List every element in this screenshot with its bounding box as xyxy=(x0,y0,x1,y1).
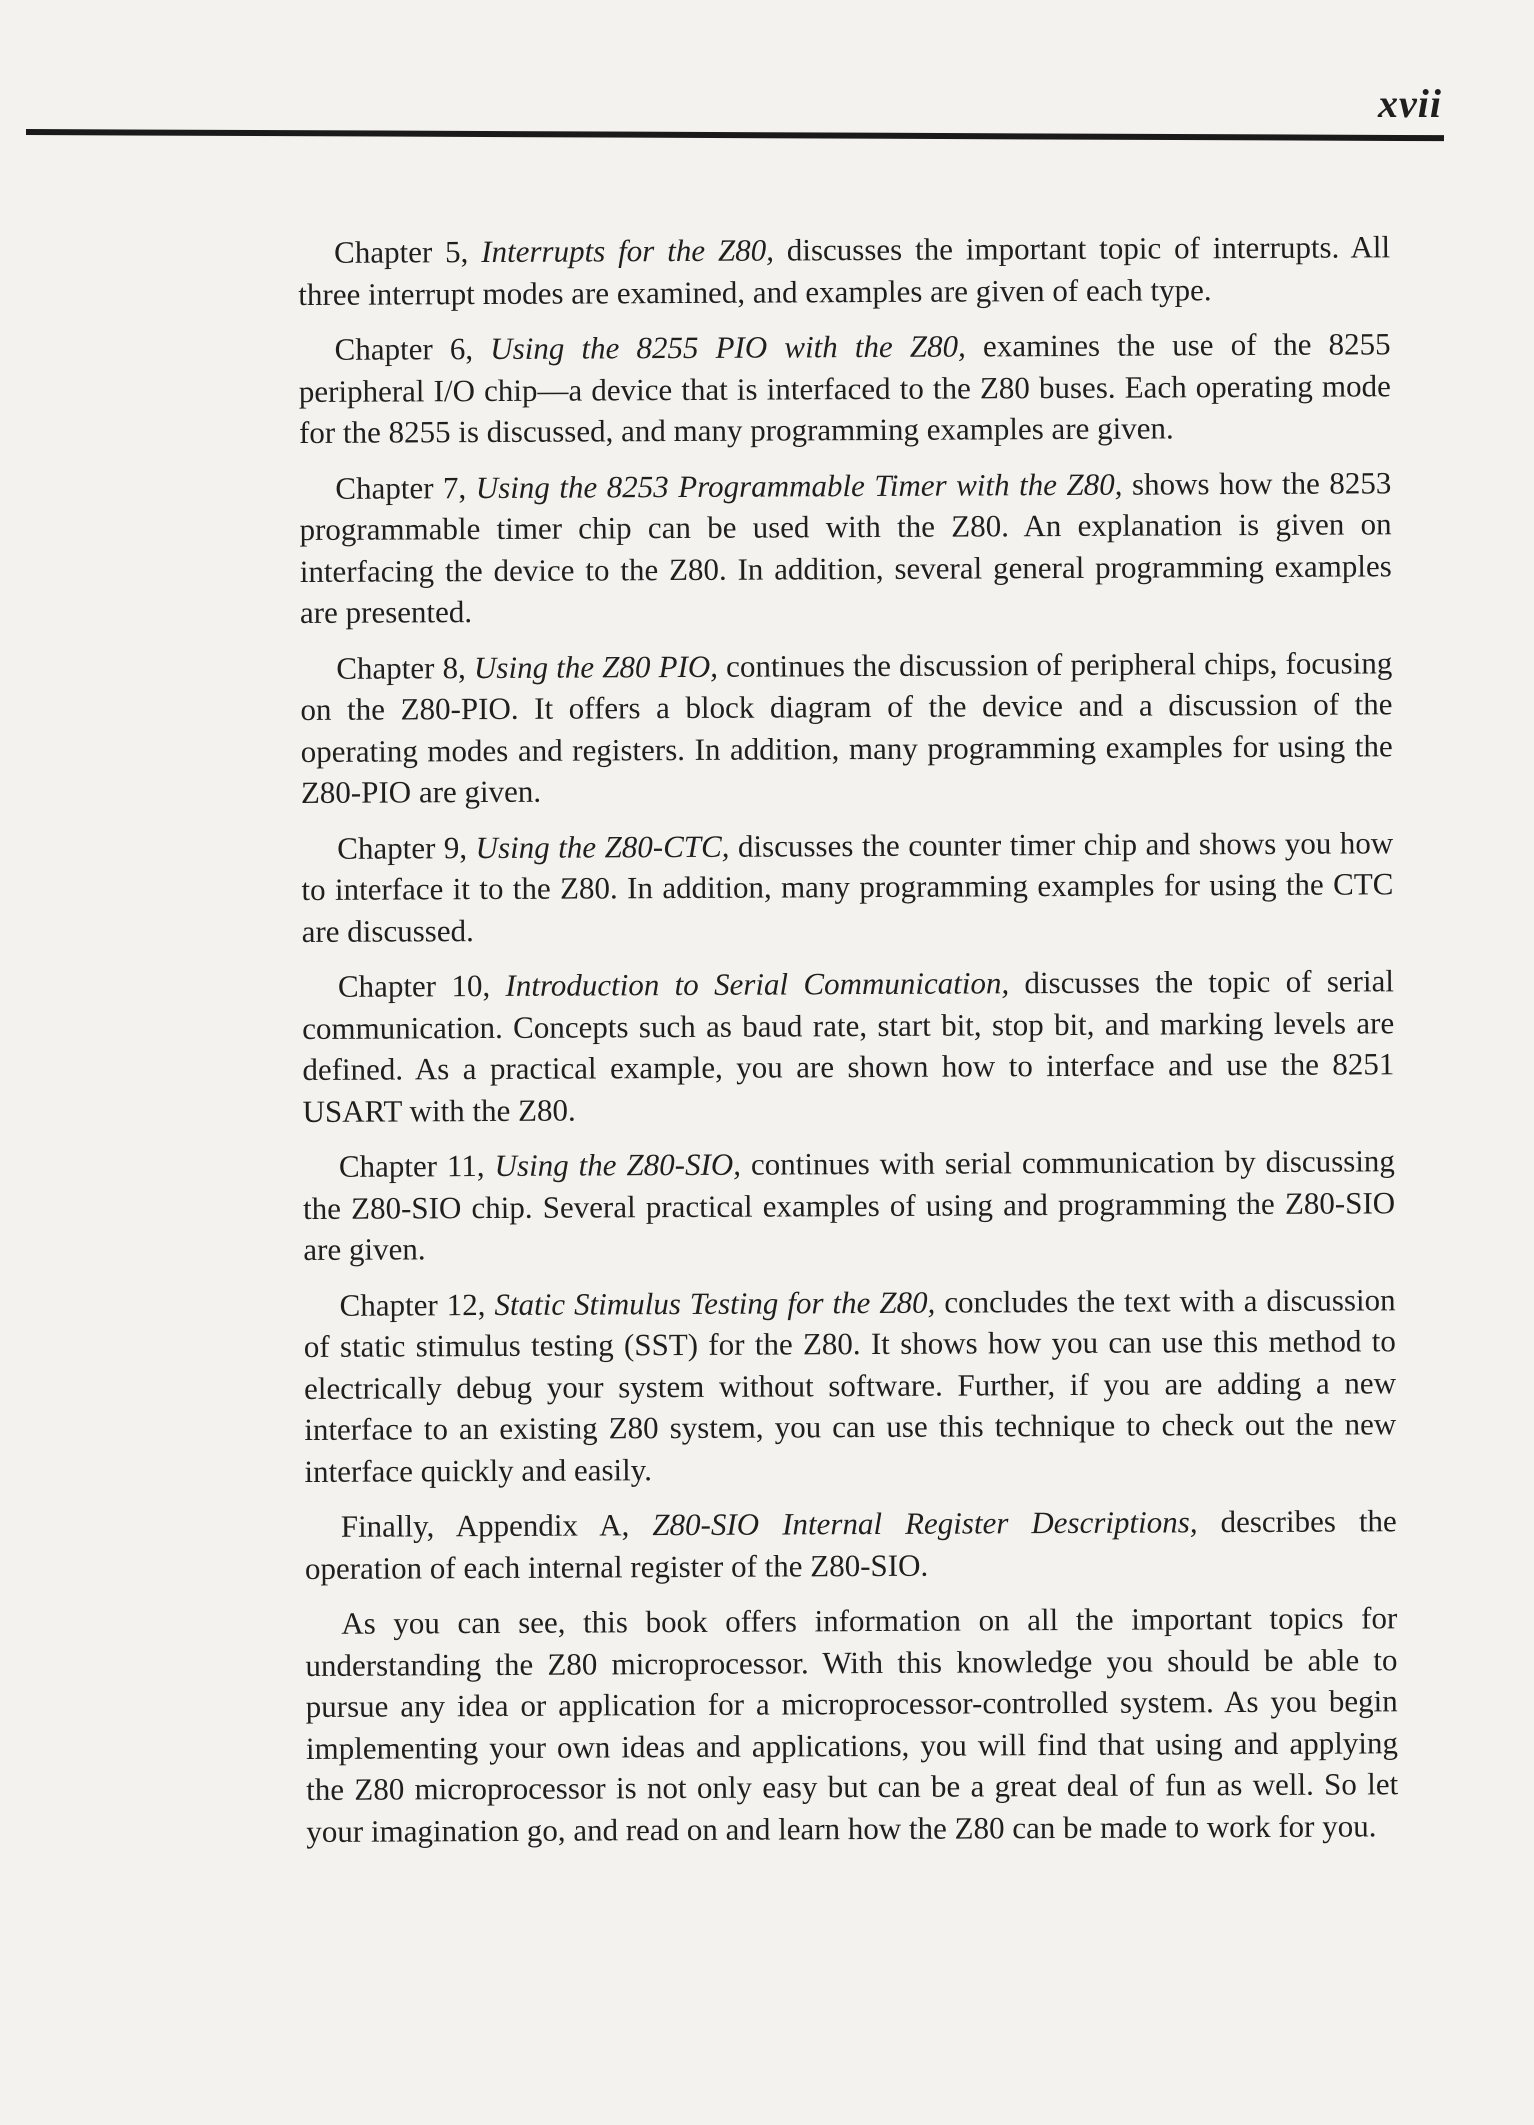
paragraph-text: shows how the 8253 programmable timer chip can be used with the Z80. An explanation is given on interfacing the device to the Z80. In addition, several general programming examples are presented. xyxy=(299,464,1392,630)
paragraph-chapter-10 xyxy=(302,960,1395,1132)
paragraph-text: continues with serial communication by discussing the Z80-SIO chip. Several practical examples of using and programming the Z80-SIO are given. xyxy=(303,1143,1396,1267)
paragraph-text: As you can see, this book offers information on all the important topics for understanding the Z80 microprocessor. With this knowledge you should be able to pursue any idea or application for a microprocessor-controlled system. As you begin implementing your own ideas and applications, you will find that using and applying the Z80 microprocessor is not only easy but can be a great deal of fun as well. So let your imagination go, and read on and learn how the Z80 can be made to work for you. xyxy=(305,1600,1399,1849)
paragraph-lead: Chapter 12, xyxy=(339,1286,495,1323)
body-text xyxy=(298,226,1399,1866)
paragraph-appendix-a xyxy=(305,1500,1397,1589)
paragraph-text: describes the operation of each internal register of the Z80-SIO. xyxy=(304,1503,1397,1586)
page-number: xvii xyxy=(1378,81,1442,126)
paragraph-lead: Chapter 6, xyxy=(334,330,491,367)
paragraph-closing xyxy=(305,1597,1398,1852)
paragraph-lead: Chapter 8, xyxy=(336,649,475,686)
paragraph-lead: Chapter 7, xyxy=(335,469,476,506)
chapter-title: Using the 8255 PIO with the Z80, xyxy=(490,328,966,366)
paragraph-text: discusses the counter timer chip and shows you how to interface it to the Z80. In addition, many programming examples for using the CTC are discussed. xyxy=(301,824,1394,949)
paragraph-chapter-6 xyxy=(299,323,1392,453)
paragraph-lead: Chapter 10, xyxy=(337,967,506,1004)
chapter-title: Using the Z80-CTC, xyxy=(475,828,730,865)
paragraph-chapter-9 xyxy=(301,822,1394,952)
paragraph-lead: Finally, Appendix A, xyxy=(340,1507,653,1544)
paragraph-text: examines the use of the 8255 peripheral I/O chip—a device that is interfaced to the Z80 buses. Each operating mode for the 8255 is discussed, and many programming examples are given. xyxy=(298,326,1391,450)
chapter-title: Using the Z80 PIO, xyxy=(473,648,719,685)
paragraph-text: discusses the important topic of interrupts. All three interrupt modes are examined, and examples are given of each type. xyxy=(298,229,1391,312)
paragraph-chapter-7 xyxy=(299,462,1392,634)
chapter-title: Interrupts for the Z80, xyxy=(481,232,775,270)
paragraph-chapter-12 xyxy=(304,1279,1397,1492)
chapter-title: Introduction to Serial Communication, xyxy=(505,965,1010,1003)
paragraph-text: continues the discussion of peripheral chips, focusing on the Z80-PIO. It offers a block diagram of the device and a discussion of the operating modes and registers. In addition, many programming examples for using the Z80-PIO are given. xyxy=(300,644,1393,810)
paragraph-lead: Chapter 9, xyxy=(337,829,476,866)
paragraph-chapter-5 xyxy=(298,226,1390,315)
paragraph-lead: Chapter 11, xyxy=(338,1147,495,1184)
paragraph-chapter-11 xyxy=(303,1140,1396,1270)
paragraph-lead: Chapter 5, xyxy=(334,234,482,270)
paragraph-chapter-8 xyxy=(300,642,1393,814)
header-rule xyxy=(26,129,1444,141)
appendix-title: Z80-SIO Internal Register Descriptions, xyxy=(652,1504,1198,1543)
paragraph-text: concludes the text with a discussion of static stimulus testing (SST) for the Z80. It shows how you can use this method to electrically debug your system without software. Further, if you are adding a new interface to an existing Z80 system, you can use this technique to check out the new interface quickly and easily. xyxy=(303,1281,1397,1489)
chapter-title: Static Stimulus Testing for the Z80, xyxy=(494,1284,936,1322)
chapter-title: Using the Z80-SIO, xyxy=(494,1146,742,1183)
paragraph-text: discusses the topic of serial communication. Concepts such as baud rate, start bit, stop bit, and marking levels are defined. As a practical example, you are shown how to interface and use the 8251 USART with the Z80. xyxy=(302,963,1395,1129)
chapter-title: Using the 8253 Programmable Timer with the Z80, xyxy=(475,466,1123,505)
